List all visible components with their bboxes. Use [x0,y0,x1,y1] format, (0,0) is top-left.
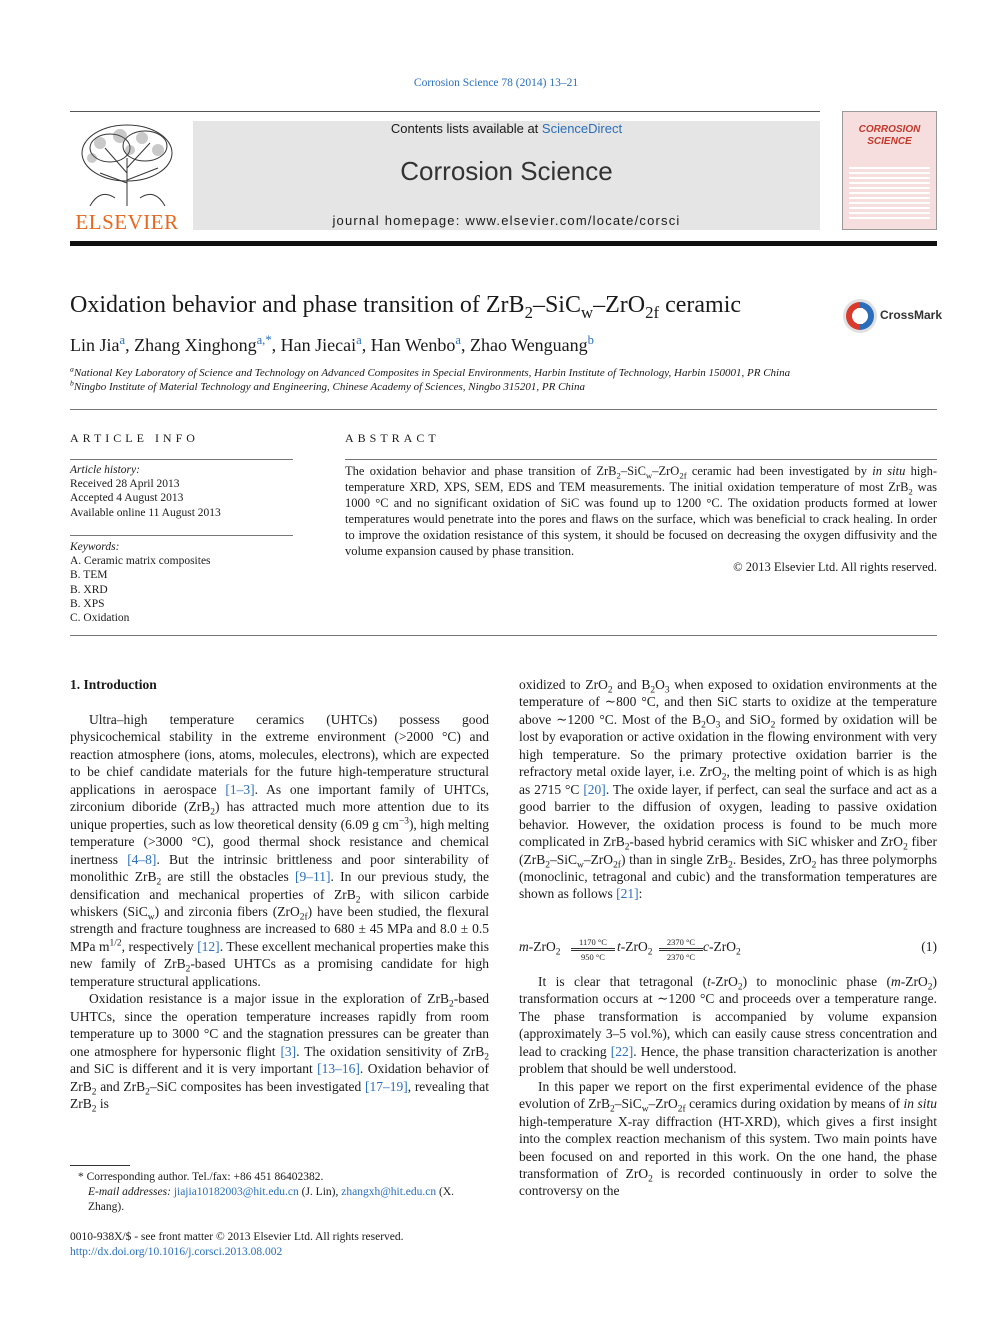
journal-cover-thumbnail [842,111,937,230]
author-affil-mark[interactable]: a [455,333,461,347]
keyword-item: B. TEM [70,569,108,582]
abstract-rule [345,459,937,460]
equation-number: (1) [921,939,937,954]
affiliation-a: $^a$National Key Laboratory of Science and Technology on Advanced Composites in Special Environments, Harbin Institute of Technology, Harbin 150001, PR China [70,364,791,379]
author-name: Zhang Xinghong [134,335,257,355]
intro-left-column [70,711,490,1115]
history-received: Received 28 April 2013 [70,478,180,491]
author-list: Lin Jia$^a$, Zhang Xinghong$^{a,*}$, Han Jiecai$^a$, Han Wenbo$^a$, Zhao Wenguang$^b$ [70,333,594,355]
author-affil-mark[interactable]: a,* [256,333,272,347]
crossmark-label[interactable]: CrossMark [880,308,943,322]
history-online: Available online 11 August 2013 [70,506,221,519]
contents-line [193,121,820,136]
journal-reference[interactable]: Corrosion Science 78 (2014) 13–21 [413,77,579,89]
abstract-bottom-rule [70,635,937,636]
issn-line: 0010-938X/$ - see front matter © 2013 Elsevier Ltd. All rights reserved. [70,1231,404,1243]
author-affil-mark[interactable]: a [356,333,362,347]
author-name: Han Wenbo [370,335,456,355]
intro-paragraph: It is clear that tetragonal (t-ZrO$_2$) to monoclinic phase (m-ZrO$_2$) transformation occurs at ∼1200 °C and proceeds over a temperature range. The phase transformation is accompanied by volume expansion (approximately 3–5 vol.%), which can easily cause stress concentration and lead to cracking [22]. Hence, the phase transition characterization is another problem that should be well understood. [519,974,938,1077]
article-info-heading: ARTICLE INFO [70,431,199,445]
intro-paragraph: In this paper we report on the first experimental evidence of the phase evolution of ZrB$_2$–SiC$_w$–ZrO$_{2f}$ ceramics during oxidation by means of in situ high-temperature X-ray diffraction (HT-XRD), which gives a first insight into the complex reaction mechanism of this system. Two main points have been focused on and reported in this work. On the one hand, the phase transformation of ZrO$_2$ is recorded continuously in order to solve the controversy on the [519,1078,937,1199]
abstract-copyright: © 2013 Elsevier Ltd. All rights reserved. [733,560,937,574]
keyword-item: B. XRD [70,583,108,596]
cover-title: CORROSION SCIENCE [858,124,921,147]
equation-arrow-2: 2370 °C 2370 °C [659,937,703,962]
intro-right-column-top [519,676,937,903]
journal-homepage[interactable]: journal homepage: www.elsevier.com/locate/corsci [332,213,681,228]
crossmark-icon[interactable] [842,298,878,334]
history-label: Article history: [70,464,140,476]
intro-paragraph: Ultra–high temperature ceramics (UHTCs) possess good physicochemical stability in the extreme environment (>2000 °C) and reaction atmosphere (ions, atoms, molecules, electrons), which are expected to be chief candidate materials for the future high-temperature structural applications in aerospace [1–3]. As one important family of UHTCs, zirconium diboride (ZrB$_2$) has attracted much more attention due to its unique properties, such as low theoretical density (6.09 g $cm^{-3}$), high melting temperature (>3000 °C), good thermal shock resistance and chemical inertness [4–8]. But the intrinsic brittleness and poor sinterability of monolithic ZrB$_2$ are still the obstacles [9–11]. In our previous study, the densification and mechanical properties of ZrB$_2$ with silicon carbide whiskers (SiC$_w$) and zirconia fibers (ZrO$_{2f}$) have been studied, the flexural strength and fracture toughness are increased to 680 ± 45 MPa and 8.0 ± 0.5 MPa $m^{1/2}$, respectively [12]. These excellent mechanical properties make this new family of ZrB$_2$-based UHTCs as a promising candidate for high temperature structural applications. [70,712,490,989]
section-heading-introduction: 1. Introduction [70,677,157,692]
affiliation-rule [70,409,937,410]
history-accepted: Accepted 4 August 2013 [70,492,184,505]
footnote-corresponding [70,1170,489,1215]
doi-link[interactable]: http://dx.doi.org/10.1016/j.corsci.2013.08.002 [70,1246,283,1258]
footnote-rule [70,1165,130,1166]
cover-text-lines [849,167,930,222]
abstract-heading: ABSTRACT [345,431,440,445]
keyword-item: B. XPS [70,597,105,610]
author-affil-mark[interactable]: a [119,333,126,347]
abstract-text: The oxidation behavior and phase transition of ZrB$_2$–SiC$_w$–ZrO$_{2f}$ ceramic had been investigated by in situ high-temperature XRD, XPS, SEM, EDS and TEM measurements. The initial oxidation temperature of most ZrB$_2$ was 1000 °C and no significant oxidation of SiC was found up to 1200 °C. The oxidation products formed at lower temperatures would penetrate into the pores and flaws on the surface, which was beneficial to crack healing. In order to improve the oxidation resistance of this system, it should be focused on decreasing the oxygen diffusivity and the volume expansion caused by phase transition. © 2013 Elsevier Ltd. All rights reserved. [345,464,937,574]
front-matter [70,1230,489,1260]
author-name: Lin Jia [70,335,120,355]
article-title: Oxidation behavior and phase transition of ZrB$_2$–SiC$_w$–ZrO$_{2f}$ ceramic [70,292,742,322]
author-name: Zhao Wenguang [469,335,588,355]
header-thick-rule [70,241,937,246]
keywords [70,540,293,625]
keyword-item: A. Ceramic matrix composites [70,555,211,568]
keywords-rule [70,535,293,536]
article-history [70,463,293,520]
elsevier-wordmark: ELSEVIER [75,210,179,234]
intro-right-column-bottom [519,973,937,1200]
equation-1: m-ZrO$_2$ 1170 °C 950 °C t-ZrO$_2$ 2370 °C 2370 °C c-ZrO$_2$ (1) [519,937,937,962]
email-link[interactable]: zhangxh@hit.edu.cn [341,1186,437,1198]
journal-title: Corrosion Science [400,156,613,186]
equation-arrow-1: 1170 °C 950 °C [571,937,615,962]
intro-paragraph: oxidized to ZrO$_2$ and $B_2O_3$ when exposed to oxidation environments at the temperature of ∼800 °C, and then SiC starts to oxidize at the temperature above ∼1200 °C. Most of the $B_2O_3$ and SiO$_2$ formed by oxidation will be lost by evaporation or active oxidation in the flowing environment with very high temperature. So the primary protective oxidation barrier is the refractory metal oxide layer, i.e. ZrO$_2$, the melting point of which is as high as 2715 °C [20]. The oxide layer, if perfect, can seal the surface and act as a good barrier to the diffusion of oxygen, leading to passive oxidation behavior. However, the oxidation process is found to be much more complicated in ZrB$_2$-based hybrid ceramics with SiC whisker and ZrO$_2$ fiber (ZrB$_2$–SiC$_w$–ZrO$_{2f}$) than in single ZrB$_2$. Besides, ZrO$_2$ has three polymorphs (monoclinic, tetragonal and cubic) and the transformation temperatures are shown as follows [21]: [519,677,938,902]
affiliation-b: $^b$Ningbo Institute of Material Technology and Engineering, Chinese Academy of Sciences, Ningbo 315201, PR China [70,378,585,393]
email-link[interactable]: jiajia10182003@hit.edu.cn [173,1186,299,1198]
author-name: Han Jiecai [280,335,357,355]
keyword-item: C. Oxidation [70,612,130,625]
email-addresses: E-mail addresses: jiajia10182003@hit.edu.cn (J. Lin), zhangxh@hit.edu.cn (X. Zhang). [88,1186,455,1213]
author-affil-mark[interactable]: b [587,333,594,347]
header-rule [70,111,820,112]
contents-prefix: Contents lists available at [390,121,542,136]
sciencedirect-link[interactable]: ScienceDirect [541,121,623,136]
keywords-label: Keywords: [70,541,120,553]
intro-paragraph: Oxidation resistance is a major issue in the exploration of ZrB$_2$-based UHTCs, since the operation temperature increases rapidly from room temperature up to 3000 °C and the stagnation pressures can be greater than one atmosphere for hypersonic flight [3]. The oxidation sensitivity of ZrB$_2$ and SiC is different and it is very important [13–16]. Oxidation behavior of ZrB$_2$ and ZrB$_2$–SiC composites has been investigated [17–19], revealing that ZrB$_2$ is [70,991,490,1115]
article-info-rule [70,459,293,460]
corresponding-author: * Corresponding author. Tel./fax: +86 451 86402382. [78,1171,324,1183]
